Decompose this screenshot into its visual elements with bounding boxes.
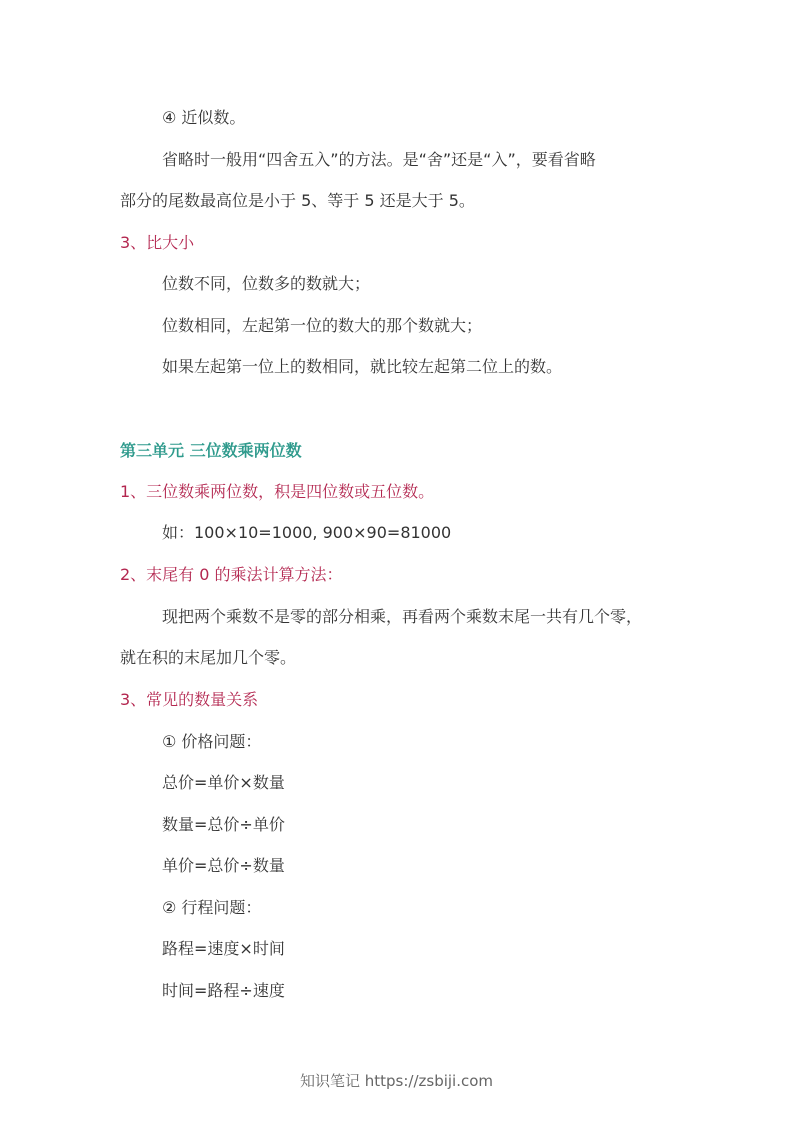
section-1-heading: 1、三位数乘两位数，积是四位数或五位数。 <box>120 482 435 501</box>
section-2-heading: 2、末尾有 0 的乘法计算方法： <box>120 565 343 584</box>
section-3-heading: 3、常见的数量关系 <box>120 690 259 709</box>
compare-rule-1: 位数不同，位数多的数就大； <box>162 274 371 293</box>
compare-rule-2: 位数相同，左起第一位的数大的那个数就大； <box>162 316 483 335</box>
rounding-rule-text-2: 部分的尾数最高位是小于 5、等于 5 还是大于 5。 <box>120 191 475 210</box>
price-problem-heading: ① 价格问题： <box>162 732 262 751</box>
zero-method-text-2: 就在积的末尾加几个零。 <box>120 648 297 667</box>
rounding-rule-text-1: 省略时一般用“四舍五入”的方法。是“舍”还是“入”，要看省略 <box>162 150 596 169</box>
formula-unit-price: 单价=总价÷数量 <box>162 856 285 875</box>
travel-problem-heading: ② 行程问题： <box>162 898 262 917</box>
page-footer: 知识笔记 https://zsbiji.com <box>299 1072 494 1090</box>
formula-total-price: 总价=单价×数量 <box>162 773 285 792</box>
compare-size-heading: 3、比大小 <box>120 233 195 252</box>
zero-method-text-1: 现把两个乘数不是零的部分相乘，再看两个乘数末尾一共有几个零， <box>162 607 643 626</box>
formula-quantity: 数量=总价÷单价 <box>162 815 285 834</box>
example-line: 如：100×10=1000, 900×90=81000 <box>162 523 452 542</box>
compare-rule-3: 如果左起第一位上的数相同，就比较左起第二位上的数。 <box>162 357 563 376</box>
formula-time: 时间=路程÷速度 <box>162 981 285 1000</box>
formula-distance: 路程=速度×时间 <box>162 939 285 958</box>
approx-number-heading: ④ 近似数。 <box>162 108 246 127</box>
unit-three-title: 第三单元 三位数乘两位数 <box>120 441 302 460</box>
